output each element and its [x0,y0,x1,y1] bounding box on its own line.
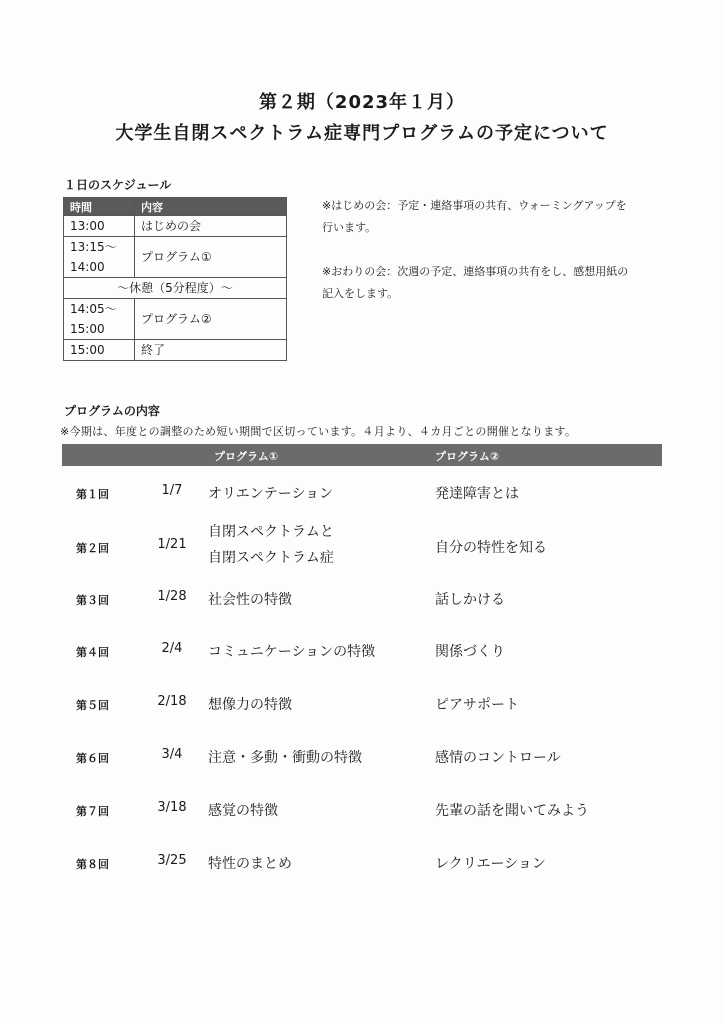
session-number: 第３回 [76,594,109,607]
schedule-row [64,340,287,361]
schedule-content: はじめの会 [135,216,287,237]
content-column-header: 内容 [135,198,287,216]
program2-topic: レクリエーション [435,856,546,872]
schedule-row [64,237,287,278]
session-number: 第６回 [76,752,109,765]
schedule-heading: １日のスケジュール [64,178,172,192]
program2-topic: 先輩の話を聞いてみよう [435,803,589,819]
session-number: 第１回 [76,488,109,501]
note-line: 記入をします。 [322,287,399,300]
schedule-time [64,299,135,340]
closing-meeting-note [322,261,652,305]
program1-topic: コミュニケーションの特徴 [208,644,376,660]
program1-topic: 社会性の特徴 [208,592,292,608]
time-start: 14:05〜 [70,302,117,316]
time-column-header: 時間 [64,198,135,216]
program2-topic: 関係づくり [435,644,505,660]
schedule-content: 終了 [135,340,287,361]
session-number: 第５回 [76,699,109,712]
schedule-row [64,299,287,340]
schedule-time: 15:00 [64,340,135,361]
note-line: ※はじめの会：予定・連絡事項の共有、ウォーミングアップを [322,199,627,212]
session-date: 3/25 [157,853,187,868]
page-subtitle: 大学生自閉スペクトラム症専門プログラムの予定について [115,123,609,144]
note-line: 行います。 [322,221,377,234]
session-date: 1/21 [157,537,187,552]
page-title: 第２期（2023年１月） [258,92,466,113]
program1-topic: 注意・多動・衝動の特徴 [208,750,362,766]
schedule-time: 13:00 [64,216,135,237]
note-line: ※おわりの会：次週の予定、連絡事項の共有をし、感想用紙の [322,265,629,278]
program2-topic: 話しかける [435,592,505,608]
session-number: 第８回 [76,858,109,871]
program2-topic: 自分の特性を知る [435,540,547,556]
schedule-time [64,237,135,278]
session-date: 1/28 [157,589,187,604]
program1-topic: オリエンテーション [208,486,334,502]
program1-topic: 想像力の特徴 [208,697,292,713]
schedule-content: プログラム② [135,299,287,340]
schedule-row [64,216,287,237]
program2-topic: 発達障害とは [435,486,519,502]
program1-topic: 感覚の特徴 [208,803,278,819]
program1-topic: 特性のまとめ [208,856,292,872]
session-number: 第２回 [76,542,109,555]
opening-meeting-note [322,195,652,239]
program-heading: プログラムの内容 [64,404,160,418]
program2-header: プログラム② [435,450,500,463]
program2-topic: ピアサポート [435,697,519,713]
session-number: 第７回 [76,805,109,818]
session-date: 2/4 [161,641,183,656]
session-date: 2/18 [157,694,187,709]
program-note: ※今期は、年度との調整のため短い期間で区切っています。４月より、４カ月ごとの開催となります。 [60,425,577,438]
program-header-bar [62,444,662,466]
program2-topic: 感情のコントロール [435,750,561,766]
program1-header: プログラム① [214,450,279,463]
schedule-table [63,197,287,361]
session-date: 3/18 [157,800,187,815]
schedule-break: 〜休憩（5分程度）〜 [64,278,287,299]
schedule-header-row [64,198,287,216]
program1-topic [208,519,334,571]
topic-line: 自閉スペクトラムと [208,524,334,540]
topic-line: 自閉スペクトラム症 [208,550,334,566]
session-number: 第４回 [76,646,109,659]
time-end: 14:00 [70,260,105,274]
time-start: 13:15〜 [70,240,117,254]
schedule-content: プログラム① [135,237,287,278]
schedule-break-row [64,278,287,299]
session-date: 1/7 [161,483,183,498]
session-date: 3/4 [161,747,183,762]
time-end: 15:00 [70,322,105,336]
